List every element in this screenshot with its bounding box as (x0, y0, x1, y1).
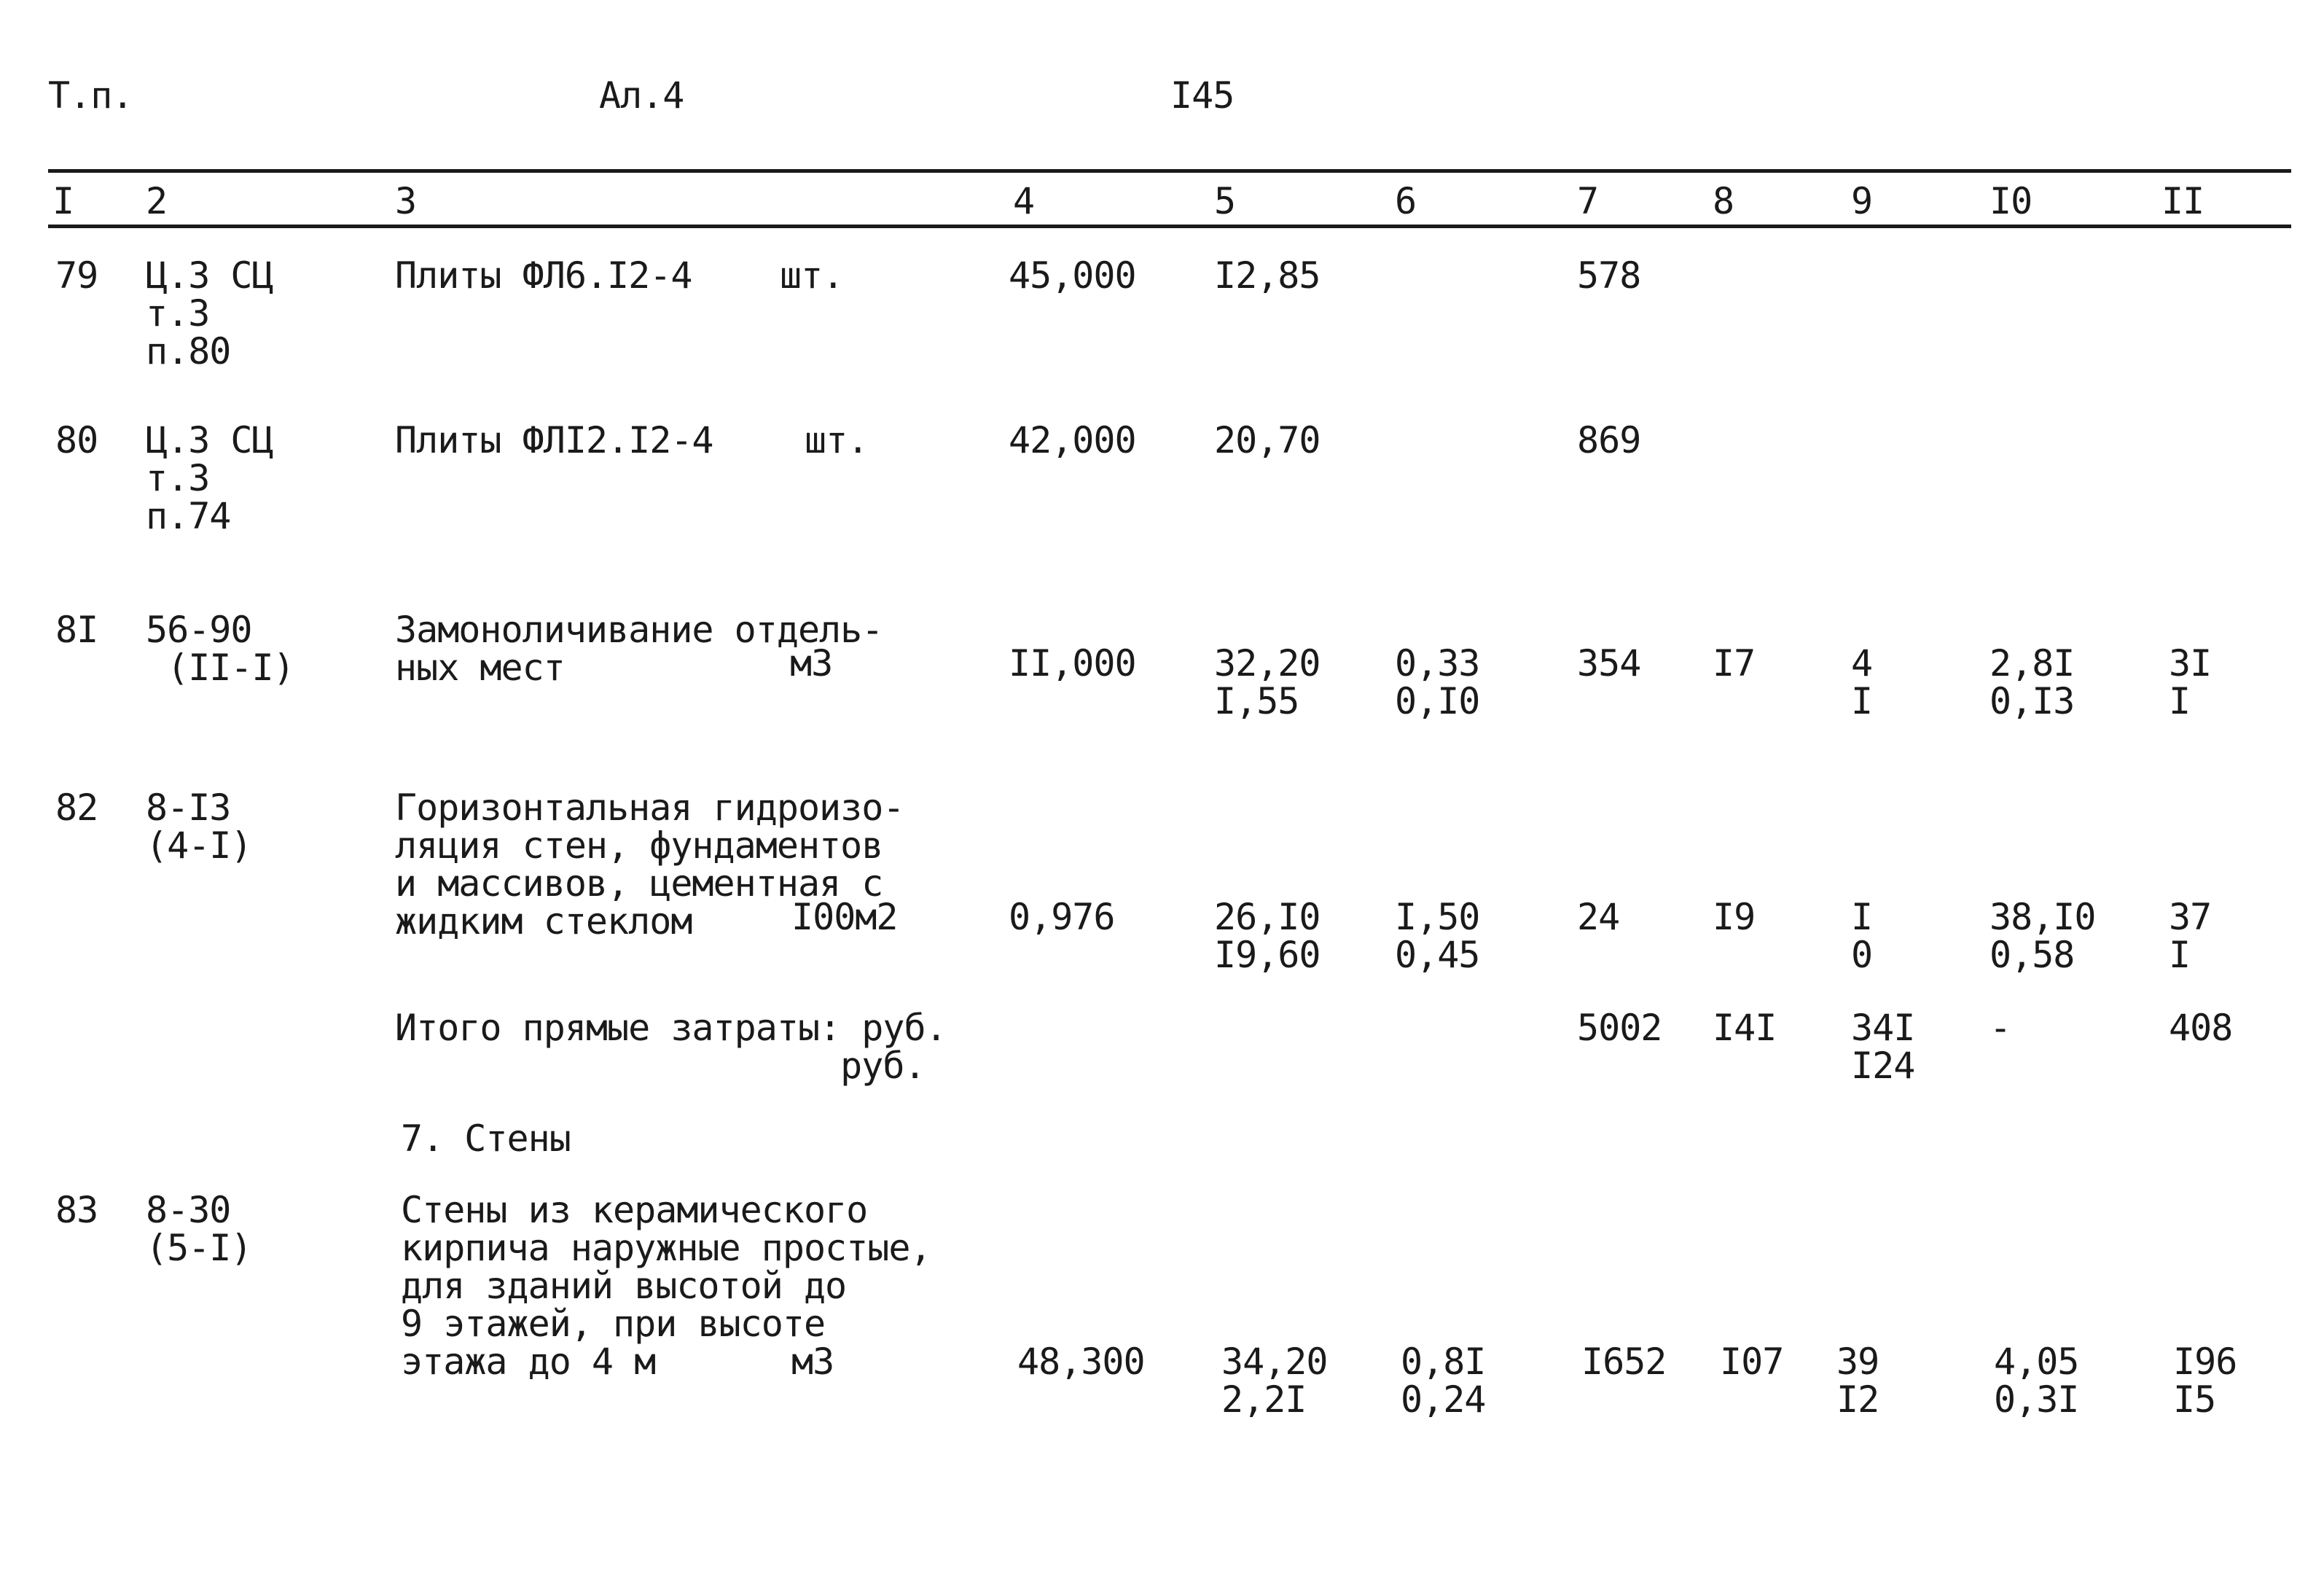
row-col7: I652 (1581, 1341, 1667, 1383)
row-unit: м3 (790, 642, 833, 684)
row-col11: 37 I (2169, 896, 2212, 976)
row-quantity: 45,000 (1009, 254, 1136, 297)
row-code: 8-I3 (4-I) (146, 787, 252, 867)
totals-col11: 408 (2169, 1007, 2233, 1049)
row-unit: шт. (780, 254, 844, 297)
row-col11: I96 I5 (2173, 1341, 2237, 1421)
row-col8: I9 (1713, 896, 1756, 938)
row-unit: шт. (805, 419, 869, 461)
row-quantity: II,000 (1009, 642, 1136, 684)
col-header-4: 4 (1013, 180, 1035, 222)
row-quantity: 42,000 (1009, 419, 1136, 461)
col-header-1: I (52, 180, 74, 222)
col-header-9: 9 (1851, 180, 1873, 222)
col-header-6: 6 (1395, 180, 1417, 222)
row-col5: 34,20 2,2I (1221, 1341, 1328, 1421)
row-code: 8-30 (5-I) (146, 1189, 252, 1269)
row-col8: I07 (1720, 1341, 1784, 1383)
row-quantity: 48,300 (1017, 1341, 1145, 1383)
totals-col7: 5002 (1577, 1007, 1662, 1049)
row-number: 79 (55, 254, 98, 297)
row-col7: 354 (1577, 642, 1641, 684)
col-header-7: 7 (1577, 180, 1599, 222)
row-code: Ц.3 СЦ т.3 п.74 (146, 419, 273, 537)
row-col5: 32,20 I,55 (1214, 642, 1321, 722)
col-header-10: I0 (1990, 180, 2032, 222)
row-number: 8I (55, 609, 98, 651)
row-col9: 39 I2 (1836, 1341, 1879, 1421)
row-col5: 20,70 (1214, 419, 1321, 461)
row-description: Замоноличивание отдель- ных мест (395, 609, 883, 689)
row-col6: 0,8I 0,24 (1401, 1341, 1486, 1421)
doc-type-label: Т.п. (48, 74, 133, 117)
row-number: 80 (55, 419, 98, 461)
row-code: 56-90 (II-I) (146, 609, 294, 689)
row-col6: I,50 0,45 (1395, 896, 1480, 976)
totals-label: Итого прямые затраты: руб. руб. (395, 1007, 947, 1087)
row-col7: 578 (1577, 254, 1641, 297)
row-description: Плиты ФЛI2.I2-4 (395, 419, 713, 461)
row-col11: 3I I (2169, 642, 2212, 722)
col-header-3: 3 (395, 180, 417, 222)
row-number: 82 (55, 787, 98, 829)
top-rule (48, 169, 2291, 173)
row-col10: 2,8I 0,I3 (1990, 642, 2075, 722)
row-col6: 0,33 0,I0 (1395, 642, 1480, 722)
row-number: 83 (55, 1189, 98, 1231)
col-header-2: 2 (146, 180, 168, 222)
row-col7: 24 (1577, 896, 1620, 938)
header-rule (48, 225, 2291, 228)
sheet-label: Ал.4 (599, 74, 684, 117)
row-quantity: 0,976 (1009, 896, 1115, 938)
totals-col9: 34I I24 (1851, 1007, 1915, 1087)
row-unit: I00м2 (791, 896, 898, 938)
page-number: I45 (1170, 74, 1235, 117)
section-title: 7. Стены (401, 1117, 571, 1160)
row-col7: 869 (1577, 419, 1641, 461)
row-col10: 38,I0 0,58 (1990, 896, 2096, 976)
totals-col8: I4I (1713, 1007, 1777, 1049)
row-col5: 26,I0 I9,60 (1214, 896, 1321, 976)
row-description: Стены из керамического кирпича наружные простые, для зданий высотой до 9 этажей, при высоте этажа до 4 м (401, 1189, 931, 1383)
row-col10: 4,05 0,3I (1994, 1341, 2079, 1421)
col-header-8: 8 (1713, 180, 1734, 222)
col-header-5: 5 (1214, 180, 1236, 222)
row-description: Горизонтальная гидроизо- ляция стен, фундаментов и массивов, цементная с жидким стеклом (395, 787, 904, 943)
row-col9: 4 I (1851, 642, 1873, 722)
col-header-11: II (2161, 180, 2204, 222)
row-unit: м3 (791, 1341, 834, 1383)
row-col5: I2,85 (1214, 254, 1321, 297)
row-description: Плиты ФЛ6.I2-4 (395, 254, 692, 297)
row-code: Ц.3 СЦ т.3 п.80 (146, 254, 273, 372)
row-col9: I 0 (1851, 896, 1873, 976)
row-col8: I7 (1713, 642, 1756, 684)
totals-col10: - (1990, 1007, 2011, 1049)
